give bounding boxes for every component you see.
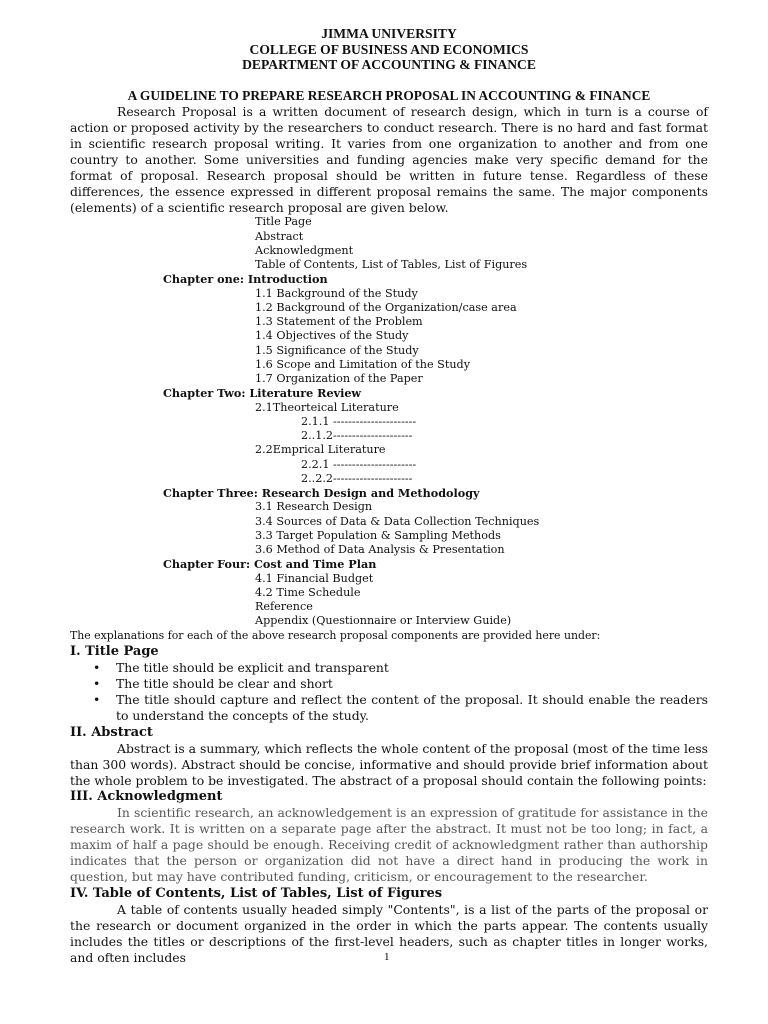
intro-paragraph: Research Proposal is a written document of research design, which in turn is a course of action or proposed activity by the researchers to conduct research. There is no hard and fast format in scientific research proposal writing. It varies from one organization to another and from one country to another. Some universities and funding agencies make very specific demand for the format of proposal. Research proposal should be written in future tense. Regardless of these differences, the essence expressed in different proposal remains the same. The major components (elements) of a scientific research proposal are given below. [70, 104, 708, 215]
toc-item: 3.3 Target Population & Sampling Methods [255, 528, 501, 542]
section-acknowledgment-heading: III. Acknowledgment [70, 789, 223, 805]
toc-item: 1.6 Scope and Limitation of the Study [255, 357, 471, 371]
title-page-bullet-list [70, 660, 708, 724]
college-name: COLLEGE OF BUSINESS AND ECONOMICS [249, 41, 529, 57]
list-item-text: The title should be clear and short [116, 675, 333, 691]
list-item-text: The title should be explicit and transparent [116, 659, 389, 675]
toc-item: 2.2Emprical Literature [255, 443, 386, 457]
list-item [93, 691, 708, 724]
toc-item: 3.1 Research Design [255, 500, 373, 514]
bullet-icon: • [93, 659, 101, 675]
toc-chapter-four: Chapter Four: Cost and Time Plan [163, 557, 377, 572]
section-abstract-heading: II. Abstract [70, 724, 153, 740]
toc-front-item: Abstract [255, 229, 304, 243]
page-number: 1 [384, 951, 390, 963]
toc-item: 1.1 Background of the Study [255, 286, 418, 300]
toc-item: Reference [255, 600, 313, 614]
toc-item: 3.4 Sources of Data & Data Collection Techniques [255, 514, 540, 528]
list-item [93, 659, 708, 676]
toc-item: 3.6 Method of Data Analysis & Presentation [255, 543, 505, 557]
list-item [93, 675, 708, 692]
bullet-icon: • [93, 691, 101, 707]
document-page [70, 26, 708, 966]
toc-item: 1.7 Organization of the Paper [255, 372, 423, 386]
contents-paragraph: A table of contents usually headed simply "Contents", is a list of the parts of the proposal or the research or document organized in the order in which the parts appear. The contents usually includes the titles or descriptions of the first-level headers, such as chapter titles in longer works, and often includes [70, 901, 708, 965]
toc-subitem: 2.2.1 ---------------------- [301, 457, 417, 471]
toc-chapter-two: Chapter Two: Literature Review [163, 386, 362, 401]
document-title: A GUIDELINE TO PREPARE RESEARCH PROPOSAL IN ACCOUNTING & FINANCE [127, 88, 651, 104]
toc-chapter-three: Chapter Three: Research Design and Methodology [163, 486, 480, 501]
toc-subitem: 2..2.2--------------------- [301, 471, 413, 485]
component-outline [70, 215, 708, 628]
section-title-page-heading: I. Title Page [70, 643, 159, 659]
toc-item: 1.5 Significance of the Study [255, 343, 419, 357]
toc-item: Appendix (Questionnaire or Interview Guide) [255, 614, 512, 628]
acknowledgment-paragraph: In scientific research, an acknowledgement is an expression of gratitude for assistance in the research work. It is written on a separate page after the abstract. It must not be too long; in fact, a maxim of half a page should be enough. Receiving credit of acknowledgment rather than authorship indicates that the person or organization did not have a direct hand in producing the work in question, but may have contributed funding, criticism, or encouragement to the researcher. [70, 805, 708, 885]
explanation-intro: The explanations for each of the above research proposal components are provided here under: [70, 628, 601, 642]
department-name: DEPARTMENT OF ACCOUNTING & FINANCE [242, 57, 536, 73]
university-name: JIMMA UNIVERSITY [321, 26, 457, 41]
toc-subitem: 2..1.2--------------------- [301, 429, 413, 443]
toc-item: 2.1Theorteical Literature [255, 400, 399, 414]
toc-item: 4.2 Time Schedule [255, 585, 361, 599]
toc-front-item: Acknowledgment [255, 243, 354, 257]
toc-subitem: 2.1.1 ---------------------- [301, 414, 417, 428]
toc-item: 4.1 Financial Budget [255, 571, 374, 585]
toc-item: 1.3 Statement of the Problem [255, 315, 423, 329]
abstract-paragraph: Abstract is a summary, which reflects the whole content of the proposal (most of the time less than 300 words). Abstract should be concise, informative and should provide brief information about the whole problem to be investigated. The abstract of a proposal should contain the following points: [70, 740, 709, 788]
toc-item: 1.2 Background of the Organization/case area [255, 300, 517, 314]
bullet-icon: • [93, 675, 101, 691]
toc-item: 1.4 Objectives of the Study [255, 329, 409, 343]
toc-chapter-one: Chapter one: Introduction [163, 272, 328, 287]
toc-front-item: Title Page [255, 215, 312, 229]
toc-front-item: Table of Contents, List of Tables, List of Figures [255, 258, 528, 272]
section-contents-heading: IV. Table of Contents, List of Tables, List of Figures [70, 885, 443, 901]
list-item-text: The title should capture and reflect the content of the proposal. It should enable the readers to understand the concepts of the study. [116, 691, 708, 723]
